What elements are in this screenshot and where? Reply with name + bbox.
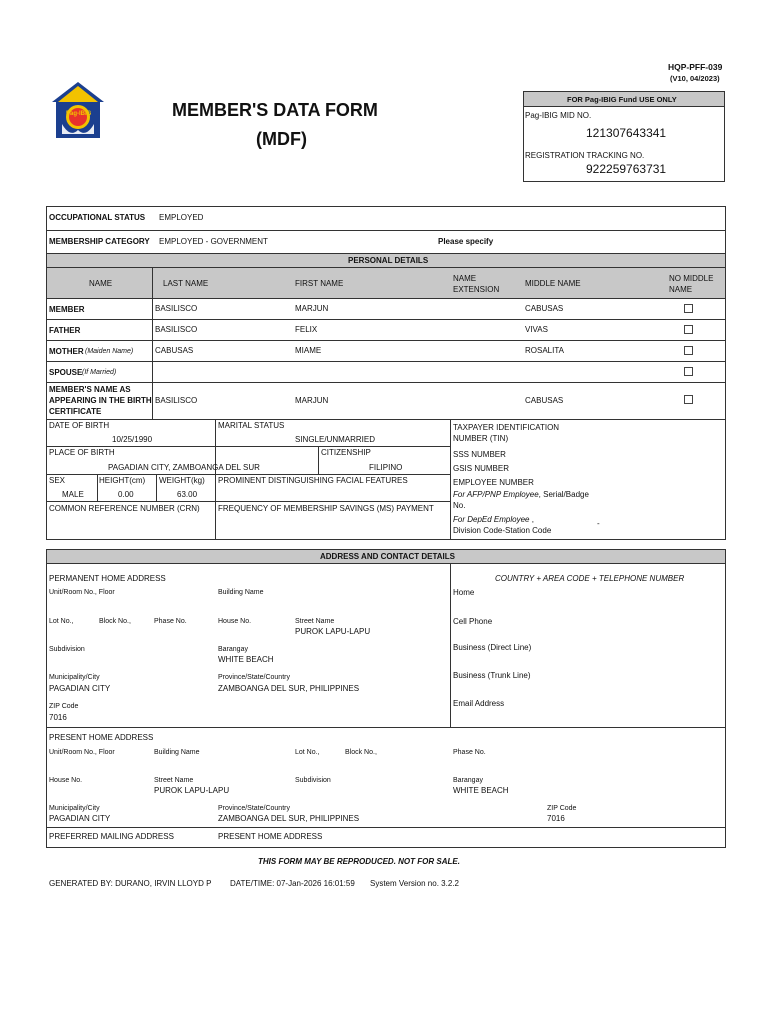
system-version: System Version no. 3.2.2: [370, 879, 459, 888]
member-middle-name: CABUSAS: [525, 304, 564, 313]
pres-zip-label: ZIP Code: [547, 805, 577, 812]
pres-street-label: Street Name: [154, 777, 194, 784]
mid-label: Pag-IBIG MID NO.: [525, 111, 592, 120]
logo-text: Pag-IBIG: [66, 111, 92, 117]
col-first-name: FIRST NAME: [295, 279, 344, 288]
membership-category-value: EMPLOYED - GOVERNMENT: [159, 237, 268, 246]
pres-building-label: Building Name: [154, 749, 200, 756]
perm-zip-label: ZIP Code: [49, 703, 79, 710]
pres-municipality-label: Municipality/City: [49, 805, 100, 812]
crn-label: COMMON REFERENCE NUMBER (CRN): [49, 504, 200, 513]
personal-details-heading: PERSONAL DETAILS: [348, 256, 429, 265]
weight-value: 63.00: [177, 490, 198, 499]
home-phone-label: Home: [453, 588, 475, 597]
member-first-name: MARJUN: [295, 304, 329, 313]
form-code: HQP-PFF-039: [668, 62, 723, 72]
row-mother-note: (Maiden Name): [85, 348, 134, 355]
pres-phase-label: Phase No.: [453, 749, 486, 756]
mother-last-name: CABUSAS: [155, 346, 194, 355]
col-name: NAME: [89, 279, 113, 288]
features-label: PROMINENT DISTINGUISHING FACIAL FEATURES: [218, 476, 408, 485]
col-no-middle-2: NAME: [669, 285, 693, 294]
perm-unit-label: Unit/Room No., Floor: [49, 589, 115, 596]
birthcert-last-name: BASILISCO: [155, 396, 198, 405]
page-subtitle: (MDF): [256, 129, 307, 149]
height-label: HEIGHT(cm): [99, 476, 146, 485]
perm-municipality-label: Municipality/City: [49, 674, 100, 681]
pres-municipality-value: PAGADIAN CITY: [49, 814, 111, 823]
email-address-label: Email Address: [453, 699, 505, 708]
present-address-label: PRESENT HOME ADDRESS: [49, 733, 154, 742]
perm-house-label: House No.: [218, 618, 252, 625]
deped-label-2: Division Code-Station Code: [453, 526, 552, 535]
afp-pnp-label-2: No.: [453, 501, 466, 510]
pob-label: PLACE OF BIRTH: [49, 448, 115, 457]
height-value: 0.00: [118, 490, 134, 499]
perm-building-label: Building Name: [218, 589, 264, 596]
birthcert-label-2: APPEARING IN THE BIRTH: [49, 396, 152, 405]
pres-province-value: ZAMBOANGA DEL SUR, PHILIPPINES: [218, 814, 360, 823]
perm-province-label: Province/State/Country: [218, 674, 290, 681]
membership-category-label: MEMBERSHIP CATEGORY: [49, 237, 150, 246]
col-middle-name: MIDDLE NAME: [525, 279, 581, 288]
mid-value: 121307643341: [586, 126, 667, 140]
pagibig-logo: [50, 80, 106, 142]
generated-datetime: DATE/TIME: 07-Jan-2026 16:01:59: [230, 879, 355, 888]
reproduction-note: THIS FORM MAY BE REPRODUCED. NOT FOR SALE.: [258, 857, 460, 866]
mailing-address-value: PRESENT HOME ADDRESS: [218, 832, 323, 841]
cell-phone-label: Cell Phone: [453, 617, 493, 626]
col-name-ext-2: EXTENSION: [453, 285, 500, 294]
rtn-value: 922259763731: [586, 162, 667, 176]
dob-label: DATE OF BIRTH: [49, 421, 110, 430]
perm-zip-value: 7016: [49, 713, 67, 722]
citizenship-label: CITIZENSHIP: [321, 448, 371, 457]
mother-no-middle-checkbox[interactable]: [684, 346, 693, 355]
pres-house-label: House No.: [49, 777, 83, 784]
perm-phase-label: Phase No.: [154, 618, 187, 625]
perm-barangay-value: WHITE BEACH: [218, 655, 274, 664]
perm-street-label: Street Name: [295, 618, 335, 625]
ms-frequency-label: FREQUENCY OF MEMBERSHIP SAVINGS (MS) PAYMENT: [218, 504, 434, 513]
col-last-name: LAST NAME: [163, 279, 209, 288]
perm-street-value: PUROK LAPU-LAPU: [295, 627, 371, 636]
perm-lot-label: Lot No.,: [49, 618, 74, 625]
mother-first-name: MIAME: [295, 346, 322, 355]
office-use-heading: FOR Pag-IBIG Fund USE ONLY: [567, 95, 677, 104]
mailing-address-label: PREFERRED MAILING ADDRESS: [49, 832, 174, 841]
row-father-label: FATHER: [49, 326, 81, 335]
sex-value: MALE: [62, 490, 84, 499]
row-mother-label: MOTHER: [49, 347, 84, 356]
deped-dash: -: [597, 519, 600, 528]
tin-label-2: NUMBER (TIN): [453, 434, 509, 443]
pres-province-label: Province/State/Country: [218, 805, 290, 812]
please-specify: Please specify: [438, 237, 494, 246]
pres-unit-label: Unit/Room No., Floor: [49, 749, 115, 756]
permanent-address-label: PERMANENT HOME ADDRESS: [49, 574, 166, 583]
pres-lot-label: Lot No.,: [295, 749, 320, 756]
generated-by: GENERATED BY: DURANO, IRVIN LLOYD P: [49, 879, 212, 888]
spouse-no-middle-checkbox[interactable]: [684, 367, 693, 376]
pres-street-value: PUROK LAPU-LAPU: [154, 786, 230, 795]
pob-value: PAGADIAN CITY, ZAMBOANGA DEL SUR: [108, 463, 260, 472]
occupational-status-value: EMPLOYED: [159, 213, 204, 222]
address-heading: ADDRESS AND CONTACT DETAILS: [320, 552, 455, 561]
deped-label: For DepEd Employee ,: [453, 515, 534, 524]
pres-block-label: Block No.,: [345, 749, 377, 756]
employee-number-label: EMPLOYEE NUMBER: [453, 478, 534, 487]
row-spouse-label: SPOUSE: [49, 368, 83, 377]
address-section: [46, 549, 726, 848]
col-name-ext-1: NAME: [453, 274, 477, 283]
perm-municipality-value: PAGADIAN CITY: [49, 684, 111, 693]
marital-value: SINGLE/UNMARRIED: [295, 435, 376, 444]
page-title: MEMBER'S DATA FORM: [172, 100, 378, 120]
tin-label-1: TAXPAYER IDENTIFICATION: [453, 423, 560, 432]
father-last-name: BASILISCO: [155, 325, 198, 334]
row-member-label: MEMBER: [49, 305, 85, 314]
pres-subdivision-label: Subdivision: [295, 777, 331, 784]
weight-label: WEIGHT(kg): [159, 476, 205, 485]
birthcert-label-1: MEMBER'S NAME AS: [49, 385, 131, 394]
sss-label: SSS NUMBER: [453, 450, 506, 459]
father-first-name: FELIX: [295, 325, 318, 334]
member-last-name: BASILISCO: [155, 304, 198, 313]
mother-middle-name: ROSALITA: [525, 346, 564, 355]
business-trunk-label: Business (Trunk Line): [453, 671, 531, 680]
perm-barangay-label: Barangay: [218, 646, 248, 653]
father-middle-name: VIVAS: [525, 325, 548, 334]
pres-zip-value: 7016: [547, 814, 565, 823]
birthcert-no-middle-checkbox[interactable]: [684, 395, 693, 404]
member-no-middle-checkbox[interactable]: [684, 304, 693, 313]
gsis-label: GSIS NUMBER: [453, 464, 510, 473]
afp-pnp-label: For AFP/PNP Employee, Serial/Badge: [453, 490, 589, 499]
col-no-middle-1: NO MIDDLE: [669, 274, 714, 283]
marital-label: MARITAL STATUS: [218, 421, 285, 430]
pres-barangay-value: WHITE BEACH: [453, 786, 509, 795]
occupational-status-label: OCCUPATIONAL STATUS: [49, 213, 146, 222]
contact-heading: COUNTRY + AREA CODE + TELEPHONE NUMBER: [495, 574, 685, 583]
pres-barangay-label: Barangay: [453, 777, 483, 784]
birthcert-middle-name: CABUSAS: [525, 396, 564, 405]
perm-province-value: ZAMBOANGA DEL SUR, PHILIPPINES: [218, 684, 360, 693]
dob-value: 10/25/1990: [112, 435, 153, 444]
sex-label: SEX: [49, 476, 66, 485]
birthcert-first-name: MARJUN: [295, 396, 329, 405]
citizenship-value: FILIPINO: [369, 463, 403, 472]
row-spouse-note: (If Married): [82, 369, 117, 376]
perm-block-label: Block No.,: [99, 618, 131, 625]
business-direct-label: Business (Direct Line): [453, 643, 532, 652]
perm-subdivision-label: Subdivision: [49, 646, 85, 653]
father-no-middle-checkbox[interactable]: [684, 325, 693, 334]
form-version: (V10, 04/2023): [670, 74, 720, 83]
birthcert-label-3: CERTIFICATE: [49, 407, 102, 416]
rtn-label: REGISTRATION TRACKING NO.: [525, 151, 645, 160]
